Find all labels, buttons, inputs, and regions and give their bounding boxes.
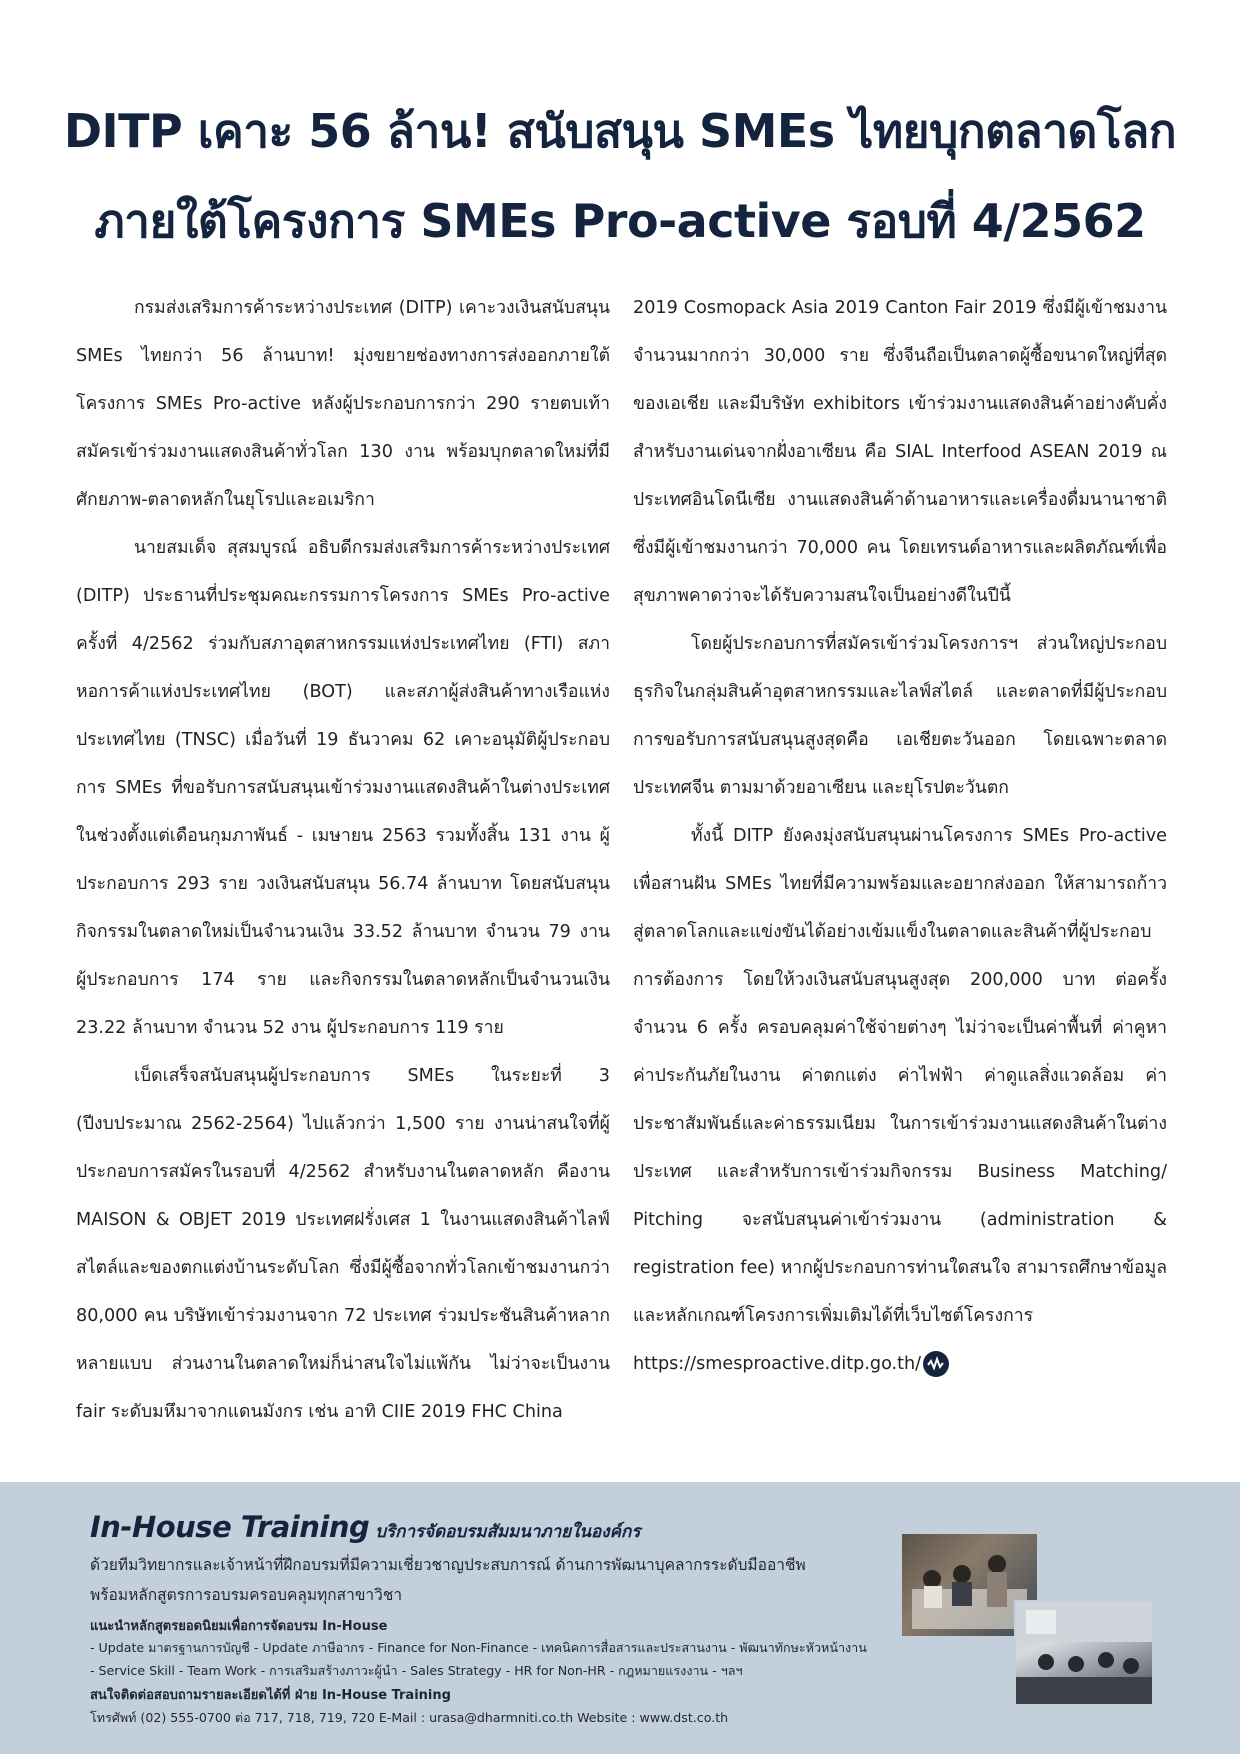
in-house-training-ad	[0, 1482, 1240, 1754]
article-paragraph: โดยผู้ประกอบการที่สมัครเข้าร่วมโครงการฯ ส่วนใหญ่ประกอบธุรกิจในกลุ่มสินค้าอุตสาหกรรมและไลฟ์สไตล์ และตลาดที่มีผู้ประกอบการขอรับการสนับสนุนสูงสุดคือ เอเชียตะวันออก โดยเฉพาะตลาดประเทศจีน ตามมาด้วยอาเซียน และยุโรปตะวันตก	[633, 634, 1167, 798]
article-paragraph: เบ็ดเสร็จสนับสนุนผู้ประกอบการ SMEs ในระยะที่ 3 (ปีงบประมาณ 2562-2564) ไปแล้วกว่า 1,500 ราย งานน่าสนใจที่ผู้ประกอบการสมัครในรอบที่ 4/2562 สำหรับงานในตลาดหลัก คืองาน MAISON & OBJET 2019 ประเทศฝรั่งเศส 1 ในงานแสดงสินค้าไลฟ์สไตล์และของตกแต่งบ้านระดับโลก ซึ่งมีผู้ซื้อจากทั่วโลกเข้าชมงานกว่า 80,000 คน บริษัทเข้าร่วมงานจาก 72 ประเทศ ร่วมประชันสินค้าหลากหลายแบบ ส่วนงานในตลาดใหม่ก็น่าสนใจไม่แพ้กัน ไม่ว่าจะเป็นงาน fair ระดับมหึมาจากแดนมังกร เช่น อาทิ CIIE 2019 FHC China	[76, 1066, 610, 1422]
title-line-2: ภายใต้โครงการ SMEs Pro-active รอบที่ 4/2562	[94, 194, 1146, 248]
article-paragraph: กรมส่งเสริมการค้าระหว่างประเทศ (DITP) เคาะวงเงินสนับสนุน SMEs ไทยกว่า 56 ล้านบาท! มุ่งขยายช่องทางการส่งออกภายใต้โครงการ SMEs Pro-active หลังผู้ประกอบการกว่า 290 รายตบเท้าสมัครเข้าร่วมงานแสดงสินค้าทั่วโลก 130 งาน พร้อมบุกตลาดใหม่ที่มีศักยภาพ-ตลาดหลักในยุโรปและอเมริกา	[76, 298, 610, 510]
seminar-photo	[1014, 1600, 1152, 1704]
ad-contact-heading: สนใจติดต่อสอบถามรายละเอียดได้ที่ ฝ่าย In-House Training	[90, 1688, 451, 1703]
ad-contact-line: โทรศัพท์ (02) 555-0700 ต่อ 717, 718, 719, 720 E-Mail : urasa@dharmniti.co.th Website : www.dst.co.th	[90, 1710, 729, 1725]
article-paragraph: ทั้งนี้ DITP ยังคงมุ่งสนับสนุนผ่านโครงการ SMEs Pro-active เพื่อสานฝัน SMEs ไทยที่มีความพร้อมและอยากส่งออก ให้สามารถก้าวสู่ตลาดโลกและแข่งขันได้อย่างเข้มแข็งในตลาดและสินค้าที่ผู้ประกอบการต้องการ โดยให้วงเงินสนับสนุนสูงสุด 200,000 บาท ต่อครั้ง จำนวน 6 ครั้ง ครอบคลุมค่าใช้จ่ายต่างๆ ไม่ว่าจะเป็นค่าพื้นที่ ค่าคูหา ค่าประกันภัยในงาน ค่าตกแต่ง ค่าไฟฟ้า ค่าดูแลสิ่งแวดล้อม ค่าประชาสัมพันธ์และค่าธรรมเนียม ในการเข้าร่วมงานแสดงสินค้าในต่างประเทศ และสำหรับการเข้าร่วมกิจกรรม Business Matching/ Pitching จะสนับสนุนค่าเข้าร่วมงาน (administration & registration fee) หากผู้ประกอบการท่านใดสนใจ สามารถศึกษาข้อมูลและหลักเกณฑ์โครงการเพิ่มเติมได้ที่เว็บไซต์โครงการ https://smesproactive.ditp.go.th/	[633, 826, 1167, 1374]
title-line-1: DITP เคาะ 56 ล้าน! สนับสนุน SMEs ไทยบุกตลาดโลก	[63, 104, 1177, 158]
ad-courses-line-1: - Update มาตรฐานการบัญชี - Update ภาษีอากร - Finance for Non-Finance - เทคนิคการสื่อสารและประสานงาน - พัฒนาทักษะหัวหน้างาน	[90, 1640, 867, 1655]
ad-tagline: บริการจัดอบรมสัมมนาภายในองค์กร	[375, 1522, 641, 1542]
article-right-column	[633, 284, 1167, 1388]
ad-courses-heading: แนะนำหลักสูตรยอดนิยมเพื่อการจัดอบรม In-House	[90, 1619, 388, 1634]
ad-description-2: พร้อมหลักสูตรการอบรมครอบคลุมทุกสาขาวิชา	[90, 1586, 403, 1604]
title-block	[0, 86, 1240, 266]
article-paragraph: 2019 Cosmopack Asia 2019 Canton Fair 2019 ซึ่งมีผู้เข้าชมงานจำนวนมากกว่า 30,000 ราย ซึ่งจีนถือเป็นตลาดผู้ซื้อขนาดใหญ่ที่สุดของเอเชีย และมีบริษัท exhibitors เข้าร่วมงานแสดงสินค้าอย่างคับคั่ง สำหรับงานเด่นจากฝั่งอาเซียน คือ SIAL Interfood ASEAN 2019 ณ ประเทศอินโดนีเซีย งานแสดงสินค้าด้านอาหารและเครื่องดื่มนานาชาติ ซึ่งมีผู้เข้าชมงานกว่า 70,000 คน โดยเทรนด์อาหารและผลิตภัณฑ์เพื่อสุขภาพคาดว่าจะได้รับความสนใจเป็นอย่างดีในปีนี้	[633, 298, 1167, 606]
article-left-column	[76, 284, 610, 1436]
article-paragraph: นายสมเด็จ สุสมบูรณ์ อธิบดีกรมส่งเสริมการค้าระหว่างประเทศ (DITP) ประธานที่ประชุมคณะกรรมการโครงการ SMEs Pro-active ครั้งที่ 4/2562 ร่วมกับสภาอุตสาหกรรมแห่งประเทศไทย (FTI) สภาหอการค้าแห่งประเทศไทย (BOT) และสภาผู้ส่งสินค้าทางเรือแห่งประเทศไทย (TNSC) เมื่อวันที่ 19 ธันวาคม 62 เคาะอนุมัติผู้ประกอบการ SMEs ที่ขอรับการสนับสนุนเข้าร่วมงานแสดงสินค้าในต่างประเทศ ในช่วงตั้งแต่เดือนกุมภาพันธ์ - เมษายน 2563 รวมทั้งสิ้น 131 งาน ผู้ประกอบการ 293 ราย วงเงินสนับสนุน 56.74 ล้านบาท โดยสนับสนุนกิจกรรมในตลาดใหม่เป็นจำนวนเงิน 33.52 ล้านบาท จำนวน 79 งาน ผู้ประกอบการ 174 ราย และกิจกรรมในตลาดหลักเป็นจำนวนเงิน 23.22 ล้านบาท จำนวน 52 งาน ผู้ประกอบการ 119 ราย	[76, 538, 610, 1038]
wave-logo-icon	[923, 1351, 949, 1377]
ad-description-1: ด้วยทีมวิทยากรและเจ้าหน้าที่ฝึกอบรมที่มีความเชี่ยวชาญประสบการณ์ ด้านการพัฒนาบุคลากรระดับมืออาชีพ	[90, 1556, 806, 1574]
ad-brand: In-House Training	[90, 1510, 370, 1544]
ad-courses-line-2: - Service Skill - Team Work - การเสริมสร้างภาวะผู้นำ - Sales Strategy - HR for Non-HR - กฎหมายแรงงาน - ฯลฯ	[90, 1663, 743, 1678]
